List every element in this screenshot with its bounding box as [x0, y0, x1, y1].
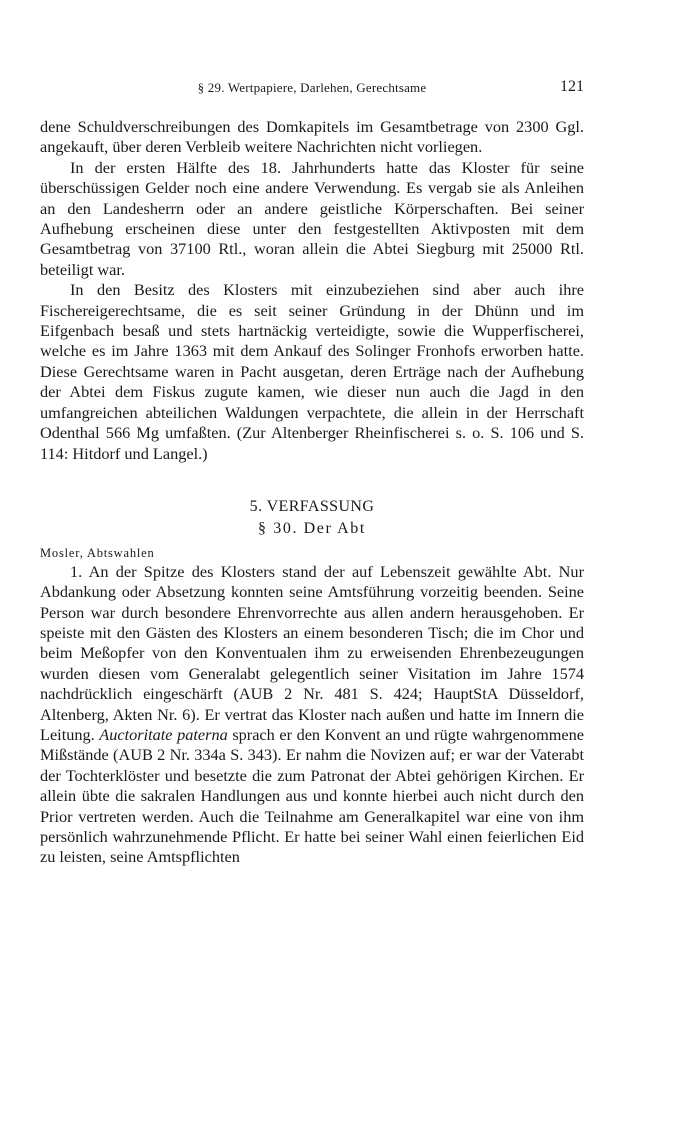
- literature-reference: Mosler, Abtswahlen: [40, 545, 155, 560]
- section-heading: § 30. Der Abt: [258, 520, 366, 538]
- body-text: [40, 117, 584, 868]
- paragraph-abbot: [40, 562, 584, 868]
- italic-phrase: Auctoritate paterna: [99, 724, 228, 744]
- chapter-heading: 5. VERFASSUNG: [249, 497, 375, 515]
- running-head: [40, 80, 584, 100]
- paragraph-continuation: dene Schuldverschreibungen des Domkapitels im Gesamtbetrage von 2300 Ggl. angekauft, über deren Verbleib weitere Nachrichten nicht vorliegen.: [40, 117, 584, 157]
- page-number: 121: [560, 78, 584, 95]
- paragraph-loans: In der ersten Hälfte des 18. Jahrhunderts hatte das Kloster für seine überschüssigen Gelder noch eine andere Verwendung. Es vergab sie als Anleihen an den Landesherrn oder an andere geistliche Körperschaften. Bei seiner Aufhebung erscheinen diese unter den festgestellten Aktivposten mit dem Gesamtbetrag von 37100 Rtl., woran allein die Abtei Siegburg mit 25000 Rtl. beteiligt war.: [40, 157, 584, 279]
- abbot-text-part2: sprach er den Konvent an und rügte wahrgenommene Mißstände (AUB 2 Nr. 334a S. 343). Er nahm die Novizen auf; er war der Vaterabt der Tochterklöster und besetzte die zum Patronat der Abtei gehörigen Kirchen. Er allein übte die sakralen Handlungen aus und konnte hierbei auch nicht durch den Prior vertreten werden. Auch die Teilnahme am Generalkapitel war eine von ihm persönlich wahrzunehmende Pflicht. Er hatte bei seiner Wahl einen feierlichen Eid zu leisten, seine Amtspflichten: [40, 724, 584, 867]
- running-title: § 29. Wertpapiere, Darlehen, Gerechtsame: [197, 80, 427, 95]
- abbot-text-part1: 1. An der Spitze des Klosters stand der auf Lebenszeit gewählte Abt. Nur Abdankung oder Absetzung konnten seine Amtsführung vorzeitig beenden. Seine Person war durch besondere Ehrenvorrechte aus allen andern herausgehoben. Er speiste mit den Gästen des Klosters an einem besonderen Tisch; die im Chor und beim Meßopfer von den Konventualen ihm zu erweisenden Ehrenbezeugungen wurden diesen vom Generalabt gelegentlich seiner Visitation im Jahre 1574 nachdrücklich eingeschärft (AUB 2 Nr. 481 S. 424; HauptStA Düsseldorf, Altenberg, Akten Nr. 6). Er vertrat das Kloster nach außen und hatte im Innern die Leitung.: [40, 561, 584, 744]
- paragraph-fishing-rights: In den Besitz des Klosters mit einzubeziehen sind aber auch ihre Fischereigerechtsame, die es seit seiner Gründung in der Dhünn und im Eifgenbach besaß und stets hartnäckig verteidigte, sowie die Wupperfischerei, welche es im Jahre 1363 mit dem Ankauf des Solinger Fronhofs erworben hatte. Diese Gerechtsame waren in Pacht ausgetan, deren Erträge nach der Aufhebung der Abtei dem Fiskus zugute kamen, wie dieser nun auch die Jagd in den umfangreichen abteilichen Waldungen verpachtete, die allein in der Herrschaft Odenthal 566 Mg umfaßten. (Zur Altenberger Rheinfischerei s. o. S. 106 und S. 114: Hitdorf und Langel.): [40, 280, 584, 463]
